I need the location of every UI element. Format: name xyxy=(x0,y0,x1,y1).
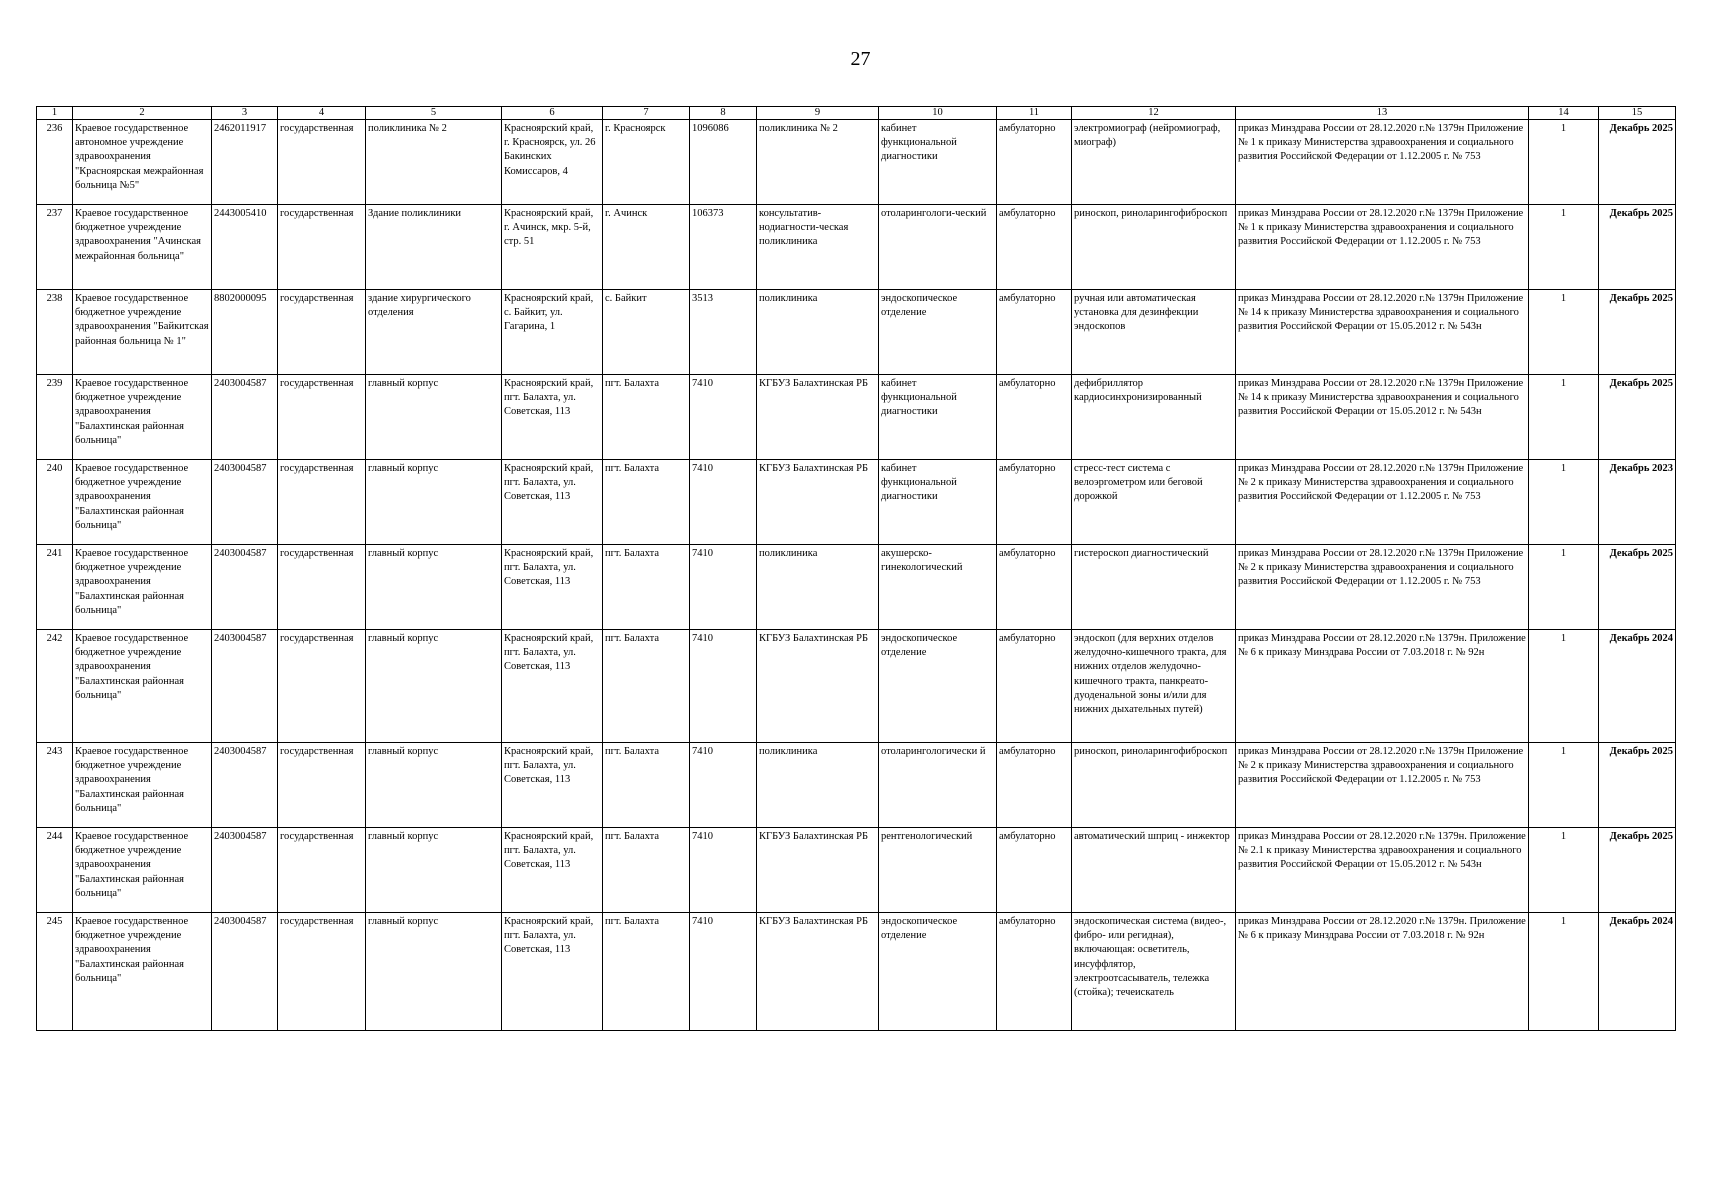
inn: 2403004587 xyxy=(212,828,278,913)
deadline: Декабрь 2025 xyxy=(1599,120,1676,205)
unit: КГБУЗ Балахтинская РБ xyxy=(757,913,879,1031)
address: Красноярский край, пгт. Балахта, ул. Советская, 113 xyxy=(502,913,603,1031)
ownership: государственная xyxy=(278,545,366,630)
ownership: государственная xyxy=(278,630,366,743)
population: 7410 xyxy=(690,743,757,828)
building: главный корпус xyxy=(366,743,502,828)
address: Красноярский край, пгт. Балахта, ул. Советская, 113 xyxy=(502,460,603,545)
column-header: 2 xyxy=(73,107,212,120)
column-header: 6 xyxy=(502,107,603,120)
deadline: Декабрь 2024 xyxy=(1599,913,1676,1031)
locality: пгт. Балахта xyxy=(603,630,690,743)
deadline: Декабрь 2025 xyxy=(1599,828,1676,913)
row-number: 243 xyxy=(37,743,73,828)
row-number: 236 xyxy=(37,120,73,205)
department: кабинет функциональной диагностики xyxy=(879,460,997,545)
population: 7410 xyxy=(690,828,757,913)
ownership: государственная xyxy=(278,120,366,205)
department: отоларингологически й xyxy=(879,743,997,828)
population: 7410 xyxy=(690,375,757,460)
address: Красноярский край, пгт. Балахта, ул. Советская, 113 xyxy=(502,545,603,630)
row-number: 240 xyxy=(37,460,73,545)
legal-basis: приказ Минздрава России от 28.12.2020 г.№ 1379н Приложение № 1 к приказу Министерства здравоохранения и социального развития Российской Федерации от 1.12.2005 г. № 753 xyxy=(1236,120,1529,205)
care-type: амбулаторно xyxy=(997,630,1072,743)
organization-name: Краевое государственное бюджетное учреждение здравоохранения "Балахтинская районная больница" xyxy=(73,545,212,630)
department: эндоскопическое отделение xyxy=(879,913,997,1031)
population: 106373 xyxy=(690,205,757,290)
column-number-row xyxy=(37,107,1676,120)
ownership: государственная xyxy=(278,205,366,290)
building: поликлиника № 2 xyxy=(366,120,502,205)
equipment: эндоскоп (для верхних отделов желудочно-кишечного тракта, для нижних отделов желудочно-кишечного тракта, панкреато-дуоденальной зоны и/или для нижних дыхательных путей) xyxy=(1072,630,1236,743)
inn: 2462011917 xyxy=(212,120,278,205)
table-row xyxy=(37,743,1676,828)
ownership: государственная xyxy=(278,743,366,828)
care-type: амбулаторно xyxy=(997,545,1072,630)
column-header: 9 xyxy=(757,107,879,120)
equipment-register-table xyxy=(36,106,1676,1031)
deadline: Декабрь 2025 xyxy=(1599,743,1676,828)
legal-basis: приказ Минздрава России от 28.12.2020 г.№ 1379н Приложение № 2 к приказу Министерства здравоохранения и социального развития Российской Федерации от 1.12.2005 г. № 753 xyxy=(1236,545,1529,630)
equipment: гистероскоп диагностический xyxy=(1072,545,1236,630)
organization-name: Краевое государственное бюджетное учреждение здравоохранения "Байкитская районная больница № 1" xyxy=(73,290,212,375)
ownership: государственная xyxy=(278,828,366,913)
deadline: Декабрь 2025 xyxy=(1599,545,1676,630)
equipment: стресс-тест система с велоэргометром или беговой дорожкой xyxy=(1072,460,1236,545)
locality: с. Байкит xyxy=(603,290,690,375)
quantity: 1 xyxy=(1529,375,1599,460)
inn: 2403004587 xyxy=(212,460,278,545)
column-header: 4 xyxy=(278,107,366,120)
column-header: 11 xyxy=(997,107,1072,120)
column-header: 14 xyxy=(1529,107,1599,120)
equipment: электромиограф (нейромиограф, миограф) xyxy=(1072,120,1236,205)
table-row xyxy=(37,375,1676,460)
table-row xyxy=(37,205,1676,290)
care-type: амбулаторно xyxy=(997,375,1072,460)
table-row xyxy=(37,290,1676,375)
table-row xyxy=(37,460,1676,545)
care-type: амбулаторно xyxy=(997,828,1072,913)
address: Красноярский край, пгт. Балахта, ул. Советская, 113 xyxy=(502,828,603,913)
population: 7410 xyxy=(690,545,757,630)
column-header: 5 xyxy=(366,107,502,120)
unit: КГБУЗ Балахтинская РБ xyxy=(757,375,879,460)
column-header: 3 xyxy=(212,107,278,120)
quantity: 1 xyxy=(1529,743,1599,828)
department: эндоскопическое отделение xyxy=(879,290,997,375)
table-row xyxy=(37,630,1676,743)
equipment: эндоскопическая система (видео-, фибро- или регидная), включающая: осветитель, инсуффлятор, электроотсасыватель, тележка (стойка); течеискатель xyxy=(1072,913,1236,1031)
unit: КГБУЗ Балахтинская РБ xyxy=(757,460,879,545)
population: 7410 xyxy=(690,460,757,545)
quantity: 1 xyxy=(1529,913,1599,1031)
column-header: 7 xyxy=(603,107,690,120)
inn: 2443005410 xyxy=(212,205,278,290)
department: кабинет функциональной диагностики xyxy=(879,120,997,205)
unit: поликлиника xyxy=(757,290,879,375)
equipment: ручная или автоматическая установка для дезинфекции эндоскопов xyxy=(1072,290,1236,375)
locality: пгт. Балахта xyxy=(603,545,690,630)
unit: консультатив-нодиагности-ческая поликлиника xyxy=(757,205,879,290)
deadline: Декабрь 2025 xyxy=(1599,375,1676,460)
address: Красноярский край, пгт. Балахта, ул. Советская, 113 xyxy=(502,743,603,828)
row-number: 241 xyxy=(37,545,73,630)
locality: пгт. Балахта xyxy=(603,828,690,913)
organization-name: Краевое государственное бюджетное учреждение здравоохранения "Балахтинская районная больница" xyxy=(73,913,212,1031)
row-number: 245 xyxy=(37,913,73,1031)
care-type: амбулаторно xyxy=(997,120,1072,205)
unit: КГБУЗ Балахтинская РБ xyxy=(757,828,879,913)
quantity: 1 xyxy=(1529,828,1599,913)
department: рентгенологический xyxy=(879,828,997,913)
locality: пгт. Балахта xyxy=(603,375,690,460)
organization-name: Краевое государственное бюджетное учреждение здравоохранения "Балахтинская районная больница" xyxy=(73,630,212,743)
department: эндоскопическое отделение xyxy=(879,630,997,743)
column-header: 10 xyxy=(879,107,997,120)
locality: пгт. Балахта xyxy=(603,460,690,545)
deadline: Декабрь 2024 xyxy=(1599,630,1676,743)
legal-basis: приказ Минздрава России от 28.12.2020 г.№ 1379н Приложение № 14 к приказу Министерства здравоохранения и социального развития Российской Ферации от 15.05.2012 г. № 543н xyxy=(1236,375,1529,460)
column-header: 1 xyxy=(37,107,73,120)
ownership: государственная xyxy=(278,375,366,460)
address: Красноярский край, пгт. Балахта, ул. Советская, 113 xyxy=(502,630,603,743)
page-number: 27 xyxy=(850,48,871,70)
column-header: 15 xyxy=(1599,107,1676,120)
unit: поликлиника № 2 xyxy=(757,120,879,205)
locality: пгт. Балахта xyxy=(603,743,690,828)
building: главный корпус xyxy=(366,913,502,1031)
address: Красноярский край, пгт. Балахта, ул. Советская, 113 xyxy=(502,375,603,460)
unit: поликлиника xyxy=(757,743,879,828)
row-number: 237 xyxy=(37,205,73,290)
deadline: Декабрь 2023 xyxy=(1599,460,1676,545)
address: Красноярский край, г. Красноярск, ул. 26 Бакинских Комиссаров, 4 xyxy=(502,120,603,205)
inn: 2403004587 xyxy=(212,630,278,743)
unit: КГБУЗ Балахтинская РБ xyxy=(757,630,879,743)
equipment: риноскоп, риноларингофиброскоп xyxy=(1072,205,1236,290)
locality: пгт. Балахта xyxy=(603,913,690,1031)
equipment: автоматический шприц - инжектор xyxy=(1072,828,1236,913)
care-type: амбулаторно xyxy=(997,913,1072,1031)
quantity: 1 xyxy=(1529,205,1599,290)
organization-name: Краевое государственное бюджетное учреждение здравоохранения "Ачинская межрайонная больница" xyxy=(73,205,212,290)
inn: 2403004587 xyxy=(212,913,278,1031)
organization-name: Краевое государственное бюджетное учреждение здравоохранения "Балахтинская районная больница" xyxy=(73,375,212,460)
ownership: государственная xyxy=(278,913,366,1031)
building: здание хирургического отделения xyxy=(366,290,502,375)
unit: поликлиника xyxy=(757,545,879,630)
inn: 2403004587 xyxy=(212,743,278,828)
population: 3513 xyxy=(690,290,757,375)
legal-basis: приказ Минздрава России от 28.12.2020 г.№ 1379н. Приложение № 6 к приказу Минздрава России от 7.03.2018 г. № 92н xyxy=(1236,630,1529,743)
department: акушерско-гинекологический xyxy=(879,545,997,630)
equipment: риноскоп, риноларингофиброскоп xyxy=(1072,743,1236,828)
locality: г. Красноярск xyxy=(603,120,690,205)
legal-basis: приказ Минздрава России от 28.12.2020 г.№ 1379н Приложение № 14 к приказу Министерства здравоохранения и социального развития Российской Ферации от 15.05.2012 г. № 543н xyxy=(1236,290,1529,375)
table-row xyxy=(37,120,1676,205)
quantity: 1 xyxy=(1529,290,1599,375)
deadline: Декабрь 2025 xyxy=(1599,205,1676,290)
inn: 2403004587 xyxy=(212,375,278,460)
column-header: 12 xyxy=(1072,107,1236,120)
legal-basis: приказ Минздрава России от 28.12.2020 г.№ 1379н. Приложение № 6 к приказу Минздрава России от 7.03.2018 г. № 92н xyxy=(1236,913,1529,1031)
population: 1096086 xyxy=(690,120,757,205)
row-number: 239 xyxy=(37,375,73,460)
care-type: амбулаторно xyxy=(997,743,1072,828)
inn: 8802000095 xyxy=(212,290,278,375)
building: главный корпус xyxy=(366,630,502,743)
inn: 2403004587 xyxy=(212,545,278,630)
row-number: 238 xyxy=(37,290,73,375)
legal-basis: приказ Минздрава России от 28.12.2020 г.№ 1379н. Приложение № 2.1 к приказу Министерства здравоохранения и социального развития Российской Ферации от 15.05.2012 г. № 543н xyxy=(1236,828,1529,913)
care-type: амбулаторно xyxy=(997,290,1072,375)
column-header: 8 xyxy=(690,107,757,120)
address: Красноярский край, г. Ачинск, мкр. 5-й, стр. 51 xyxy=(502,205,603,290)
quantity: 1 xyxy=(1529,545,1599,630)
equipment: дефибриллятор кардиосинхронизированный xyxy=(1072,375,1236,460)
address: Красноярский край, с. Байкит, ул. Гагарина, 1 xyxy=(502,290,603,375)
legal-basis: приказ Минздрава России от 28.12.2020 г.№ 1379н Приложение № 2 к приказу Министерства здравоохранения и социального развития Российской Федерации от 1.12.2005 г. № 753 xyxy=(1236,743,1529,828)
row-number: 244 xyxy=(37,828,73,913)
building: главный корпус xyxy=(366,375,502,460)
table-row xyxy=(37,828,1676,913)
table-row xyxy=(37,545,1676,630)
quantity: 1 xyxy=(1529,120,1599,205)
organization-name: Краевое государственное бюджетное учреждение здравоохранения "Балахтинская районная больница" xyxy=(73,743,212,828)
legal-basis: приказ Минздрава России от 28.12.2020 г.№ 1379н Приложение № 1 к приказу Министерства здравоохранения и социального развития Российской Федерации от 1.12.2005 г. № 753 xyxy=(1236,205,1529,290)
column-header: 13 xyxy=(1236,107,1529,120)
department: кабинет функциональной диагностики xyxy=(879,375,997,460)
department: отоларингологи-ческий xyxy=(879,205,997,290)
care-type: амбулаторно xyxy=(997,460,1072,545)
organization-name: Краевое государственное бюджетное учреждение здравоохранения "Балахтинская районная больница" xyxy=(73,828,212,913)
population: 7410 xyxy=(690,630,757,743)
table-row xyxy=(37,913,1676,1031)
quantity: 1 xyxy=(1529,460,1599,545)
ownership: государственная xyxy=(278,290,366,375)
row-number: 242 xyxy=(37,630,73,743)
quantity: 1 xyxy=(1529,630,1599,743)
organization-name: Краевое государственное бюджетное учреждение здравоохранения "Балахтинская районная больница" xyxy=(73,460,212,545)
building: главный корпус xyxy=(366,828,502,913)
care-type: амбулаторно xyxy=(997,205,1072,290)
population: 7410 xyxy=(690,913,757,1031)
ownership: государственная xyxy=(278,460,366,545)
locality: г. Ачинск xyxy=(603,205,690,290)
building: Здание поликлиники xyxy=(366,205,502,290)
organization-name: Краевое государственное автономное учреждение здравоохранения "Красноярская межрайонная больница №5" xyxy=(73,120,212,205)
building: главный корпус xyxy=(366,545,502,630)
legal-basis: приказ Минздрава России от 28.12.2020 г.№ 1379н Приложение № 2 к приказу Министерства здравоохранения и социального развития Российской Федерации от 1.12.2005 г. № 753 xyxy=(1236,460,1529,545)
building: главный корпус xyxy=(366,460,502,545)
deadline: Декабрь 2025 xyxy=(1599,290,1676,375)
